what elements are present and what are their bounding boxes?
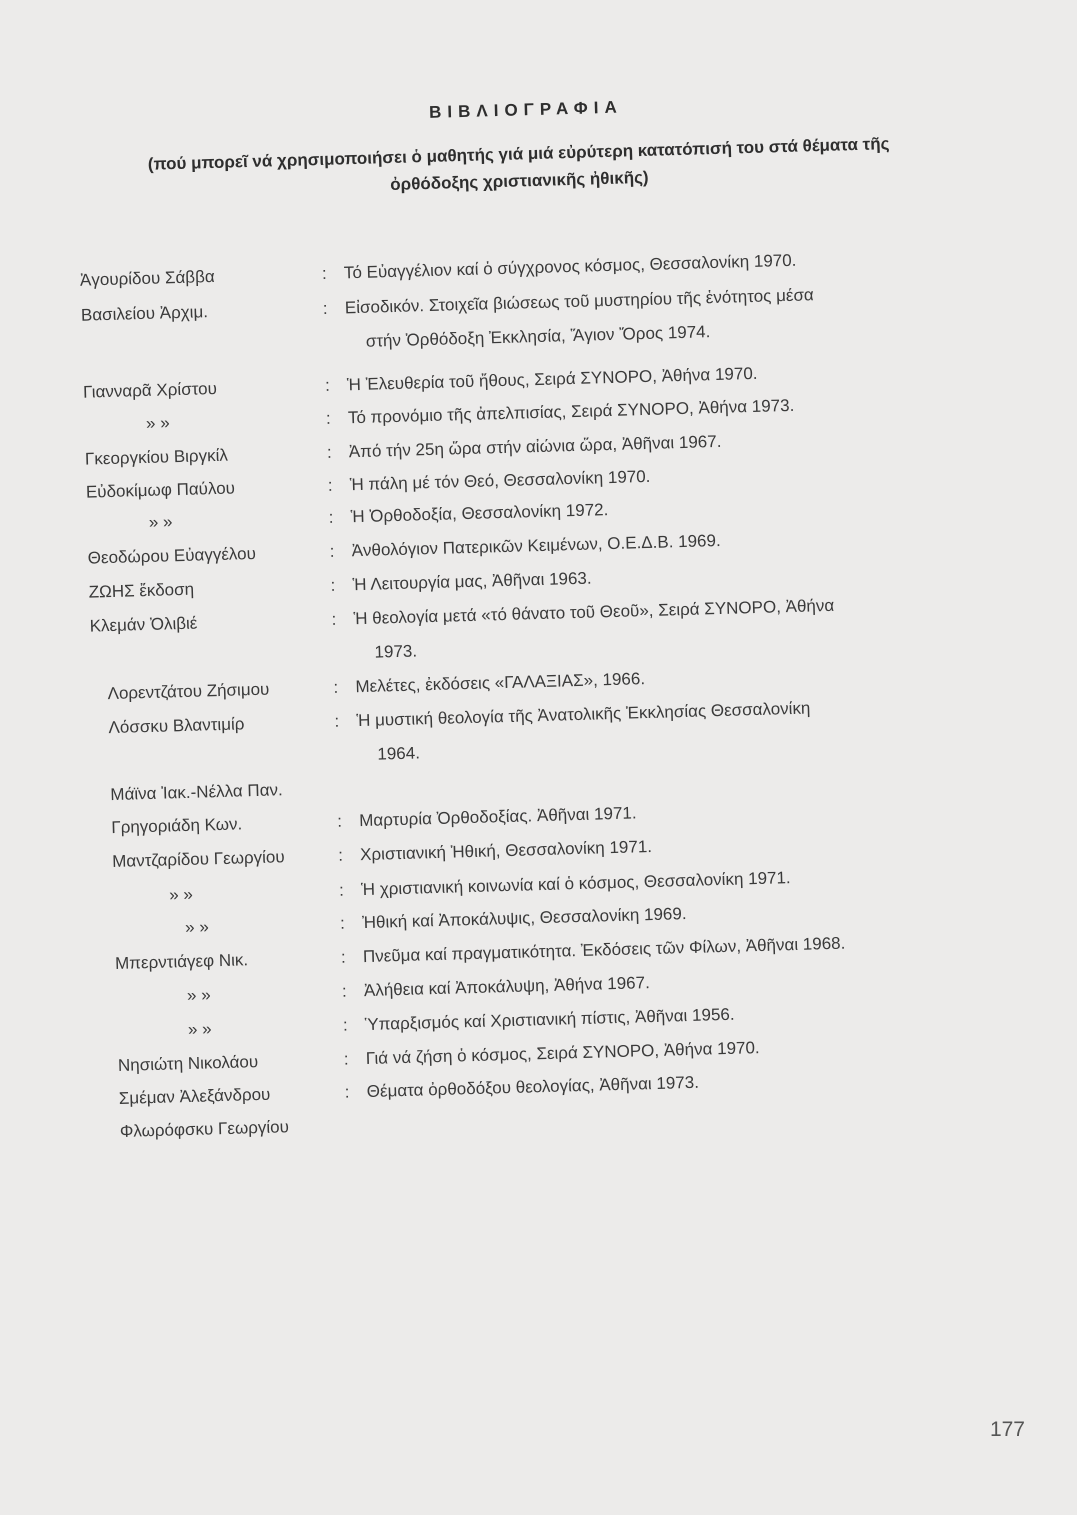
entry-author-ditto: » » [184,917,210,938]
entry-author: Εὐδοκίμωφ Παύλου [85,478,236,502]
entry-work-continuation: στήν Ὀρθόδοξη Ἐκκλησία, Ἅγιον Ὄρος 1974. [365,322,711,351]
entry-work: Ἀνθολόγιον Πατερικῶν Κειμένων, Ο.Ε.Δ.Β. 1969. [351,530,721,561]
entry-author: Ἀγουρίδου Σάββα [79,266,215,290]
entry-author: Γκεοργκίου Βιργκίλ [84,445,229,469]
entry-colon: : [322,298,328,318]
subtitle-line-2: ὀρθόδοξης χριστιανικῆς ἠθικῆς) [390,167,649,195]
entry-colon: : [331,609,337,629]
entry-author: Λορεντζάτου Ζήσιμου [107,679,270,704]
entry-colon: : [339,913,346,933]
page-number: 177 [989,1418,1025,1441]
entry-colon: : [338,880,345,900]
entry-author-ditto: » » [187,1019,212,1040]
entry-author: Νησιώτη Νικολάου [117,1052,259,1075]
entry-author: Θεοδώρου Εὐαγγέλου [87,543,257,568]
entry-work: Ἀλήθεια καί Ἀποκάλυψη, Ἀθήνα 1967. [363,973,651,1001]
entry-work: Εἰσοδικόν. Στοιχεῖα βιώσεως τοῦ μυστηρίου τῆς ἑνότητος μέσα [344,285,814,318]
entry-work: Τό Εὐαγγέλιον καί ὁ σύγχρονος κόσμος, Θεσσαλονίκη 1970. [343,250,797,283]
entry-work: Θέματα ὀρθοδόξου θεολογίας, Ἀθῆναι 1973. [366,1072,700,1102]
entry-work-continuation: 1964. [377,743,421,764]
entry-author-ditto: » » [186,985,211,1006]
entry-author: Λόσσκυ Βλαντιμίρ [108,714,245,738]
entry-colon: : [340,947,347,967]
entry-author: Σμέμαν Ἀλεξάνδρου [118,1084,271,1108]
entry-work: Ἡ Λειτουργία μας, Ἀθῆναι 1963. [352,568,592,595]
entry-colon: : [325,408,331,428]
entry-colon: : [327,475,333,495]
entry-author: Φλωρόφσκυ Γεωργίου [119,1117,290,1141]
entry-work: Γιά νά ζήση ὁ κόσμος, Σειρά ΣΥΝΟΡΟ, Ἀθήνα 1970. [365,1038,760,1069]
entry-work: Ὑπαρξισμός καί Χριστιανική πίστις, Ἀθῆναι 1956. [364,1004,735,1035]
entry-author: Μαντζαρίδου Γεωργίου [111,847,285,872]
entry-work: Ἡ πάλη μέ τόν Θεό, Θεσσαλονίκη 1970. [349,466,651,495]
entry-work-continuation: 1973. [374,641,418,662]
entry-author-ditto: » » [145,413,170,433]
entry-work: Τό προνόμιο τῆς ἀπελπισίας, Σειρά ΣΥΝΟΡΟ, Ἀθήνα 1973. [347,395,795,428]
entry-work: Πνεῦμα καί πραγματικότητα. Ἐκδόσεις τῶν Φίλων, Ἀθῆναι 1968. [362,933,846,967]
entry-work: Ἡ χριστιανική κοινωνία καί ὁ κόσμος, Θεσσαλονίκη 1971. [360,868,791,900]
entry-work: Χριστιανική Ἠθική, Θεσσαλονίκη 1971. [359,836,653,865]
entry-work: Ἡ μυστική θεολογία τῆς Ἀνατολικῆς Ἐκκλησίας Θεσσαλονίκη [356,698,811,731]
entry-work: Ἡ Ὀρθοδοξία, Θεσσαλονίκη 1972. [350,500,609,527]
entry-author: Μπερντιάγεφ Νικ. [114,950,249,974]
entry-colon: : [337,845,344,865]
entry-colon: : [329,541,335,561]
entry-colon: : [333,677,339,697]
subtitle-line-1: (πού μπορεῖ νά χρησιμοποιήσει ὁ μαθητής γιά μιά εὐρύτερη κατατόπισή του στά θέματα τῆς [147,134,890,174]
entry-author: Γιανναρᾶ Χρίστου [82,378,218,402]
entry-colon: : [328,507,334,527]
entry-colon: : [321,263,327,283]
entry-work: Μαρτυρία Ὀρθοδοξίας. Ἀθῆναι 1971. [358,803,637,831]
entry-colon: : [344,1082,350,1102]
entry-author: Μάϊνα Ἰακ.-Νέλλα Παν. [110,780,283,805]
entry-work: Μελέτες, ἐκδόσεις «ΓΑΛΑΞΙΑΣ», 1966. [355,669,646,697]
entry-author: Γρηγοριάδη Κων. [111,814,243,838]
entry-work: Ἀπό τήν 25η ὥρα στήν αἰώνια ὥρα, Ἀθῆναι 1967. [348,431,722,462]
entry-author-ditto: » » [148,512,173,532]
entry-work: Ἠθική καί Ἀποκάλυψις, Θεσσαλονίκη 1969. [361,904,687,933]
page-subtitle [78,128,959,207]
entry-author: Κλεμάν Ὀλιβιέ [89,613,198,636]
entry-colon: : [336,811,343,831]
entry-colon: : [343,1049,349,1069]
entry-author-ditto: » » [168,884,194,905]
entry-work: Ἡ θεολογία μετά «τό θάνατο τοῦ Θεοῦ», Σειρά ΣΥΝΟΡΟ, Ἀθήνα [353,595,835,629]
page-title: ΒΙΒΛΙΟΓΡΑΦΙΑ [428,97,623,122]
entry-author: ΖΩΗΣ ἔκδοση [88,579,195,602]
entry-colon: : [334,711,340,731]
entry-colon: : [342,1015,348,1035]
entry-author: Βασιλείου Ἀρχιμ. [80,302,209,325]
entry-colon: : [330,575,336,595]
entry-colon: : [341,981,347,1001]
entry-colon: : [324,375,331,395]
entry-work: Ἡ Ἐλευθερία τοῦ ἤθους, Σειρά ΣΥΝΟΡΟ, Ἀθήνα 1970. [346,363,758,395]
entry-colon: : [326,442,332,462]
